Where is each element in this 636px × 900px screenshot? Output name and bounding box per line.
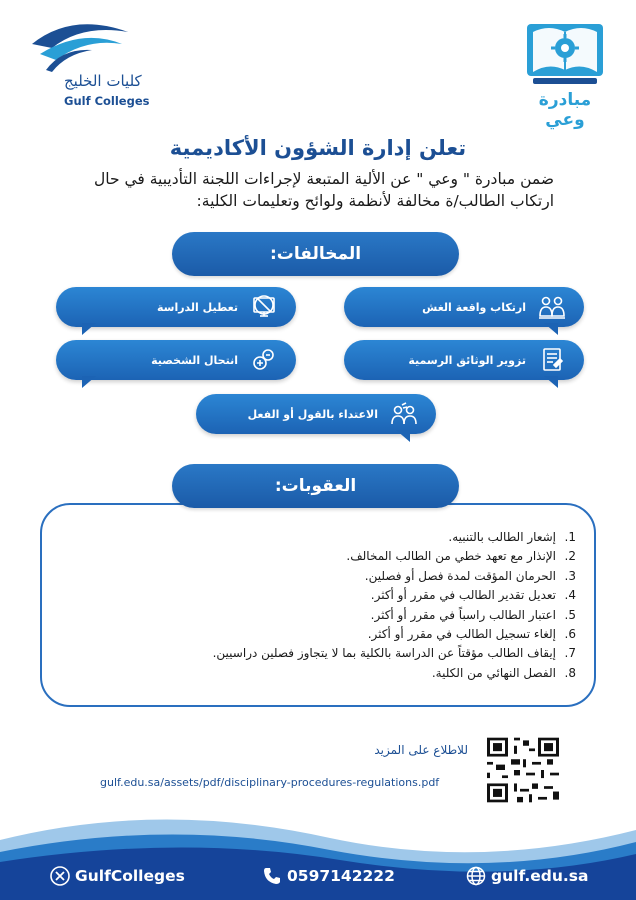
disruption-icon (250, 294, 278, 320)
list-item: 1. إشعار الطالب بالتنبيه. (448, 530, 576, 544)
forgery-icon (538, 347, 566, 373)
penalties-box (40, 503, 596, 707)
footer-wave (0, 810, 636, 900)
list-item: 2. الإنذار مع تعهد خطي من الطالب المخالف. (346, 549, 576, 564)
list-item: 3. الحرمان المؤقت لمدة فصل أو فصلين. (364, 568, 576, 583)
qr-code[interactable] (482, 733, 564, 807)
list-item: 7. إيقاف الطالب مؤقتاً عن الدراسة بالكلية بما لا يتجاوز فصلين دراسيين. (212, 646, 576, 661)
list-item: 5. اعتبار الطالب راسباً في مقرر أو أكثر. (370, 607, 576, 622)
list-item: 6. إلغاء تسجيل الطالب في مقرر أو أكثر. (367, 627, 576, 642)
penalties-list (96, 528, 576, 683)
violations-title: المخالفات: (269, 244, 362, 264)
initiative-logo (520, 22, 610, 130)
violation-impersonation (56, 340, 296, 380)
violation-forgery (344, 340, 584, 380)
college-logo (22, 14, 152, 108)
footer-phone[interactable] (262, 866, 395, 886)
more-info-link[interactable]: gulf.edu.sa/assets/pdf/disciplinary-procedures-regulations.pdf (100, 776, 440, 789)
more-info-label: للاطلاع على المزيد (374, 743, 468, 757)
assault-icon (390, 401, 418, 427)
violation-disruption (56, 287, 296, 327)
violation-cheating (344, 287, 584, 327)
open-book-gear-icon (523, 22, 607, 88)
footer-social[interactable] (50, 866, 185, 886)
x-social-icon (50, 866, 70, 886)
phone-icon (262, 866, 282, 886)
page-title: تعلن إدارة الشؤون الأكاديمية (169, 136, 467, 160)
wave-logo-icon (22, 14, 132, 74)
violation-assault (196, 394, 436, 434)
social-handle: GulfColleges (75, 867, 185, 885)
phone-number: 0597142222 (287, 867, 395, 885)
intro-text: ضمن مبادرة " وعي " عن الألية المتبعة لإجراءات اللجنة التأديبية في حال ارتكاب الطالب/ة مخالفة لأنظمة ولوائح وتعليمات الكلية: (93, 170, 554, 210)
penalties-title: العقوبات: (274, 476, 357, 496)
penalties-header (172, 464, 459, 508)
violation-label: الاعتداء بالقول أو الفعل (247, 407, 378, 421)
violation-label: انتحال الشخصية (151, 353, 238, 367)
violations-header (172, 232, 459, 276)
footer-website[interactable] (466, 866, 588, 886)
globe-icon (466, 866, 486, 886)
qr-code-icon (484, 735, 562, 805)
impersonation-icon (250, 347, 278, 373)
list-item: 8. الفصل النهائي من الكلية. (431, 665, 576, 680)
college-name-en: Gulf Colleges (64, 94, 150, 108)
cheating-icon (538, 294, 566, 320)
college-name-ar: كليات الخليج (64, 72, 142, 90)
initiative-name: مبادرة وعي (538, 90, 592, 130)
website-url: gulf.edu.sa (491, 867, 589, 885)
violation-label: تعطيل الدراسة (156, 300, 238, 314)
list-item: 4. تعديل تقدير الطالب في مقرر أو أكثر. (370, 588, 576, 603)
violation-label: ارتكاب واقعة الغش (422, 300, 526, 314)
violation-label: تزوير الوثائق الرسمية (408, 353, 526, 367)
